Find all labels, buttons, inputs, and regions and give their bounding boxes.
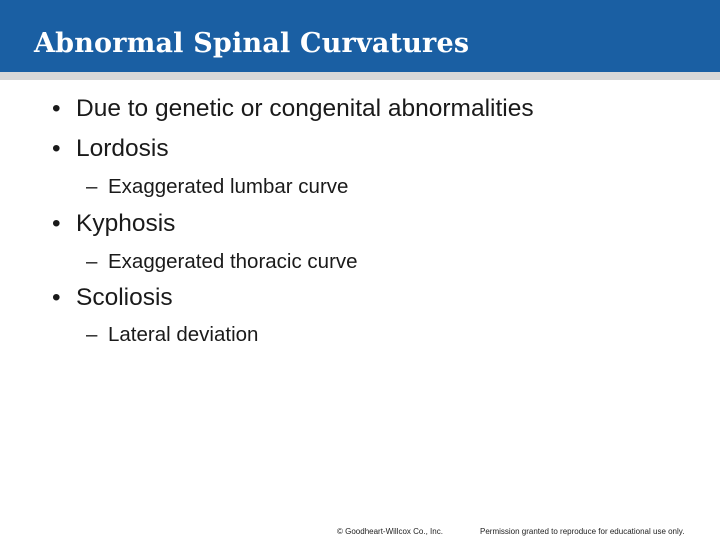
sub-item [86, 250, 358, 274]
bullet-text: Kyphosis [76, 210, 176, 237]
bullet-marker: • [52, 95, 61, 122]
bullet-text: Lordosis [76, 135, 169, 162]
footer-copyright: © Goodheart-Willcox Co., Inc. [337, 527, 443, 536]
sub-marker: – [86, 323, 98, 346]
sub-item [86, 175, 348, 199]
bullet-marker: • [52, 284, 61, 311]
bullet-item [52, 135, 169, 163]
sub-text: Lateral deviation [108, 323, 259, 346]
bullet-item [52, 210, 175, 238]
bullet-marker: • [52, 135, 61, 162]
bullet-text: Scoliosis [76, 284, 173, 311]
sub-text: Exaggerated lumbar curve [108, 175, 349, 198]
sub-text: Exaggerated thoracic curve [108, 250, 358, 273]
bullet-item [52, 95, 534, 123]
footer-permission: Permission granted to reproduce for educational use only. [480, 527, 685, 536]
sub-item [86, 323, 258, 347]
bullet-text: Due to genetic or congenital abnormalities [76, 95, 534, 122]
sub-marker: – [86, 175, 98, 198]
bullet-item [52, 284, 173, 312]
slide-title: Abnormal Spinal Curvatures [34, 28, 470, 59]
bullet-marker: • [52, 210, 61, 237]
sub-marker: – [86, 250, 98, 273]
